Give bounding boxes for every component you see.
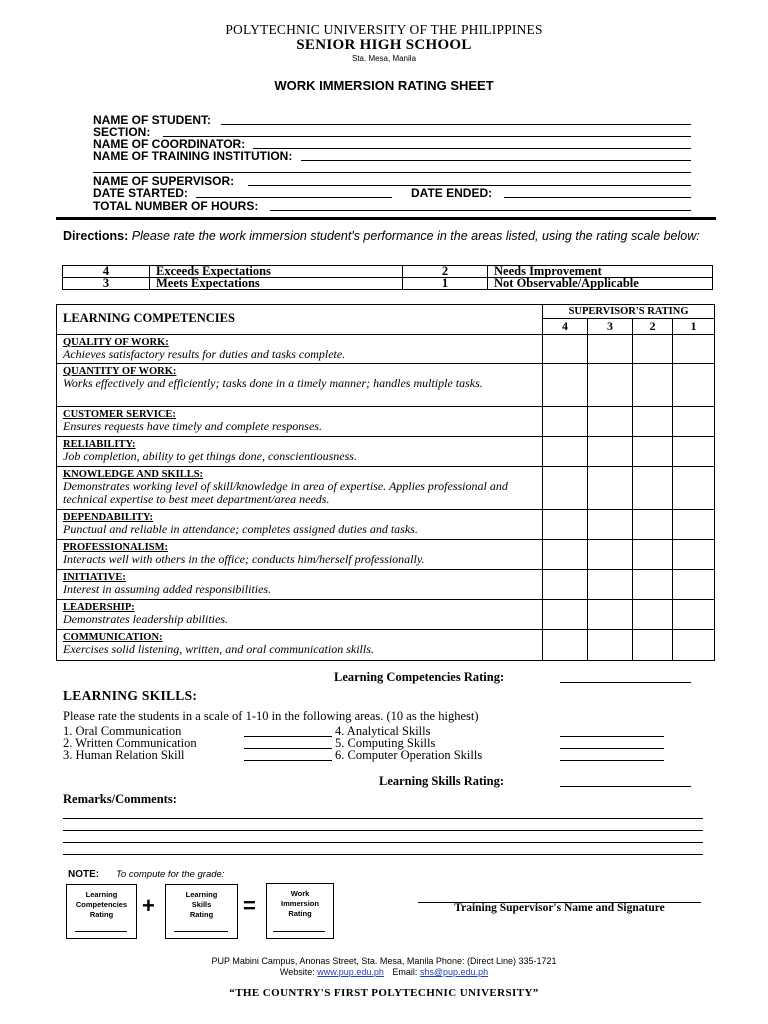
rating-cell[interactable] bbox=[673, 335, 715, 364]
skill-item: 2. Written Communication bbox=[63, 736, 197, 750]
box-text: Skills bbox=[191, 900, 212, 909]
learning-skills-instruction: Please rate the students in a scale of 1-10 in the following areas. (10 as the highest) bbox=[63, 709, 479, 723]
email-link[interactable]: shs@pup.edu.ph bbox=[419, 967, 489, 977]
skills-rating-label: Learning Skills Rating: bbox=[379, 774, 505, 788]
competency-description: Job completion, ability to get things done, conscientiousness. bbox=[63, 449, 357, 463]
competency-row bbox=[57, 437, 715, 467]
directions bbox=[63, 230, 713, 243]
rating-cell[interactable] bbox=[543, 335, 588, 364]
rating-col-3: 3 bbox=[588, 319, 633, 335]
section-label: SECTION: bbox=[93, 125, 151, 139]
rating-cell[interactable] bbox=[673, 540, 715, 570]
directions-text: Please rate the work immersion student's performance in the areas listed, using the rating scale below: bbox=[131, 229, 700, 243]
skill-score-line[interactable] bbox=[560, 760, 664, 761]
rating-cell[interactable] bbox=[633, 335, 673, 364]
competency-description: Interacts well with others in the office; conducts him/herself professionally. bbox=[63, 552, 425, 566]
website-link[interactable]: www.pup.edu.ph bbox=[317, 967, 384, 977]
competency-name: DEPENDABILITY: bbox=[63, 512, 154, 523]
rating-cell[interactable] bbox=[633, 600, 673, 630]
competency-row bbox=[57, 600, 715, 630]
date-started-line[interactable] bbox=[196, 197, 392, 198]
rating-col-1: 1 bbox=[673, 319, 715, 335]
equals-sign: = bbox=[243, 893, 256, 918]
rating-cell[interactable] bbox=[633, 467, 673, 510]
competencies-rating-label: Learning Competencies Rating: bbox=[334, 670, 505, 684]
remarks-label: Remarks/Comments: bbox=[63, 792, 177, 806]
competency-name: CUSTOMER SERVICE: bbox=[63, 409, 176, 420]
rating-cell[interactable] bbox=[673, 630, 715, 661]
grade-box-skills bbox=[165, 884, 238, 939]
grade-box-work-immersion bbox=[266, 883, 334, 939]
footer-address: PUP Mabini Campus, Anonas Street, Sta. Mesa, Manila Phone: (Direct Line) 335-1721 bbox=[211, 956, 557, 966]
rating-cell[interactable] bbox=[588, 540, 633, 570]
box-text: Rating bbox=[89, 910, 114, 919]
remarks-line[interactable] bbox=[63, 854, 703, 855]
competencies-table bbox=[56, 304, 715, 661]
rating-cell[interactable] bbox=[588, 467, 633, 510]
competency-row bbox=[57, 335, 715, 364]
box-text: Learning bbox=[185, 890, 218, 899]
rating-cell[interactable] bbox=[673, 467, 715, 510]
skill-item: 5. Computing Skills bbox=[335, 736, 436, 750]
scale-label: Not Observable/Applicable bbox=[488, 278, 713, 290]
date-ended-label: DATE ENDED: bbox=[411, 186, 493, 200]
date-ended-line[interactable] bbox=[504, 197, 691, 198]
competency-name: QUALITY OF WORK: bbox=[63, 337, 169, 348]
competencies-heading: LEARNING COMPETENCIES bbox=[57, 305, 543, 335]
competency-row bbox=[57, 570, 715, 600]
date-started-label: DATE STARTED: bbox=[93, 186, 188, 200]
rating-cell[interactable] bbox=[633, 540, 673, 570]
rating-cell[interactable] bbox=[633, 437, 673, 467]
competency-name: PROFESSIONALISM: bbox=[63, 542, 169, 553]
competency-description: Demonstrates working level of skill/knowledge in area of expertise. Applies professional and technical expertise to best meet department/area needs. bbox=[63, 479, 508, 506]
school-name: SENIOR HIGH SCHOOL bbox=[296, 37, 472, 53]
rating-cell[interactable] bbox=[588, 630, 633, 661]
rating-scale-table bbox=[62, 265, 713, 290]
supervisor-rating-heading: SUPERVISOR'S RATING bbox=[543, 305, 715, 319]
scale-num: 2 bbox=[403, 266, 488, 278]
total-hours-line[interactable] bbox=[270, 210, 691, 211]
competency-description: Achieves satisfactory results for duties and tasks complete. bbox=[63, 347, 346, 361]
scale-row bbox=[63, 278, 713, 290]
rating-cell[interactable] bbox=[633, 364, 673, 407]
rating-cell[interactable] bbox=[588, 437, 633, 467]
competency-description: Punctual and reliable in attendance; completes assigned duties and tasks. bbox=[63, 522, 418, 536]
footer-tagline: “THE COUNTRY'S FIRST POLYTECHNIC UNIVERSITY” bbox=[229, 987, 539, 999]
rating-cell[interactable] bbox=[588, 407, 633, 437]
total-hours-label: TOTAL NUMBER OF HOURS: bbox=[93, 199, 259, 213]
remarks-line[interactable] bbox=[63, 830, 703, 831]
box-text: Rating bbox=[288, 909, 312, 918]
rating-cell[interactable] bbox=[673, 364, 715, 407]
scale-label: Exceeds Expectations bbox=[150, 266, 403, 278]
rating-cell[interactable] bbox=[543, 540, 588, 570]
rating-cell[interactable] bbox=[543, 364, 588, 407]
box-text: Rating bbox=[189, 910, 214, 919]
rating-cell[interactable] bbox=[543, 570, 588, 600]
skill-score-line[interactable] bbox=[244, 736, 332, 737]
grade-box-competencies bbox=[66, 884, 137, 939]
student-name-line[interactable] bbox=[221, 124, 691, 125]
competency-description: Ensures requests have timely and complete responses. bbox=[63, 419, 322, 433]
rating-cell[interactable] bbox=[633, 510, 673, 540]
institution-line[interactable] bbox=[301, 160, 691, 161]
rating-cell[interactable] bbox=[543, 600, 588, 630]
rating-col-2: 2 bbox=[633, 319, 673, 335]
university-name: POLYTECHNIC UNIVERSITY OF THE PHILIPPINES bbox=[225, 22, 543, 37]
learning-skills-heading: LEARNING SKILLS: bbox=[63, 688, 198, 703]
rating-cell[interactable] bbox=[673, 570, 715, 600]
rating-cell[interactable] bbox=[588, 570, 633, 600]
competencies-header-row bbox=[57, 305, 715, 319]
rating-cell[interactable] bbox=[588, 364, 633, 407]
competency-description: Interest in assuming added responsibilities. bbox=[63, 582, 272, 596]
competency-row bbox=[57, 467, 715, 510]
skill-score-line[interactable] bbox=[560, 736, 664, 737]
box-text: Competencies bbox=[75, 900, 128, 909]
rating-cell[interactable] bbox=[543, 437, 588, 467]
institution-label: NAME OF TRAINING INSTITUTION: bbox=[93, 149, 293, 163]
website-label: Website: bbox=[279, 967, 315, 977]
competency-row bbox=[57, 364, 715, 407]
rating-cell[interactable] bbox=[543, 510, 588, 540]
institution-line-2[interactable] bbox=[93, 172, 691, 173]
header-divider bbox=[56, 217, 716, 220]
rating-cell[interactable] bbox=[588, 335, 633, 364]
note-text: To compute for the grade: bbox=[116, 869, 225, 880]
skill-item: 1. Oral Communication bbox=[63, 724, 182, 738]
box-text: Immersion bbox=[281, 899, 319, 908]
rating-col-4: 4 bbox=[543, 319, 588, 335]
coordinator-line[interactable] bbox=[253, 148, 691, 149]
rating-cell[interactable] bbox=[673, 600, 715, 630]
competency-description: Works effectively and efficiently; tasks done in a timely manner; handles multiple tasks. bbox=[63, 376, 483, 390]
signature-label: Training Supervisor's Name and Signature bbox=[454, 902, 665, 914]
rating-cell[interactable] bbox=[633, 570, 673, 600]
note-label: NOTE: bbox=[68, 869, 100, 880]
rating-cell[interactable] bbox=[673, 510, 715, 540]
scale-num: 3 bbox=[63, 278, 150, 290]
plus-sign: + bbox=[142, 893, 155, 918]
directions-label: Directions: bbox=[63, 229, 129, 243]
skill-score-line[interactable] bbox=[244, 760, 332, 761]
skills-rating-line[interactable] bbox=[560, 786, 691, 787]
competency-name: LEADERSHIP: bbox=[63, 602, 135, 613]
student-name-label: NAME OF STUDENT: bbox=[93, 113, 211, 127]
box-text: Learning bbox=[85, 890, 118, 899]
skill-score-line[interactable] bbox=[244, 748, 332, 749]
remarks-line[interactable] bbox=[63, 818, 703, 819]
rating-cell[interactable] bbox=[543, 630, 588, 661]
school-location: Sta. Mesa, Manila bbox=[351, 54, 417, 63]
rating-cell[interactable] bbox=[543, 467, 588, 510]
box-score-line[interactable] bbox=[273, 931, 325, 932]
competency-name: KNOWLEDGE AND SKILLS: bbox=[63, 469, 204, 480]
competency-row bbox=[57, 510, 715, 540]
competency-row bbox=[57, 630, 715, 661]
skill-item: 6. Computer Operation Skills bbox=[335, 748, 483, 762]
competencies-rating-line[interactable] bbox=[560, 682, 691, 683]
form-title: WORK IMMERSION RATING SHEET bbox=[274, 78, 494, 93]
competency-name: RELIABILITY: bbox=[63, 439, 136, 450]
competency-row bbox=[57, 540, 715, 570]
box-text: Work bbox=[290, 889, 310, 898]
rating-cell[interactable] bbox=[543, 407, 588, 437]
competency-name: INITIATIVE: bbox=[63, 572, 126, 583]
supervisor-label: NAME OF SUPERVISOR: bbox=[93, 174, 235, 188]
scale-num: 1 bbox=[403, 278, 488, 290]
rating-cell[interactable] bbox=[633, 407, 673, 437]
scale-label: Needs Improvement bbox=[488, 266, 713, 278]
skill-item: 4. Analytical Skills bbox=[335, 724, 431, 738]
competency-name: QUANTITY OF WORK: bbox=[63, 366, 177, 377]
competency-description: Demonstrates leadership abilities. bbox=[63, 612, 228, 626]
box-score-line[interactable] bbox=[75, 931, 127, 932]
rating-cell[interactable] bbox=[673, 407, 715, 437]
skill-score-line[interactable] bbox=[560, 748, 664, 749]
competency-description: Exercises solid listening, written, and oral communication skills. bbox=[63, 642, 374, 656]
rating-cell[interactable] bbox=[588, 600, 633, 630]
competency-row bbox=[57, 407, 715, 437]
scale-label: Meets Expectations bbox=[150, 278, 403, 290]
competency-name: COMMUNICATION: bbox=[63, 632, 163, 643]
skill-item: 3. Human Relation Skill bbox=[63, 748, 185, 762]
rating-cell[interactable] bbox=[673, 437, 715, 467]
remarks-line[interactable] bbox=[63, 842, 703, 843]
box-score-line[interactable] bbox=[174, 931, 228, 932]
rating-cell[interactable] bbox=[633, 630, 673, 661]
footer-contact bbox=[0, 967, 768, 977]
coordinator-label: NAME OF COORDINATOR: bbox=[93, 137, 246, 151]
rating-cell[interactable] bbox=[588, 510, 633, 540]
scale-num: 4 bbox=[63, 266, 150, 278]
email-label: Email: bbox=[392, 967, 418, 977]
